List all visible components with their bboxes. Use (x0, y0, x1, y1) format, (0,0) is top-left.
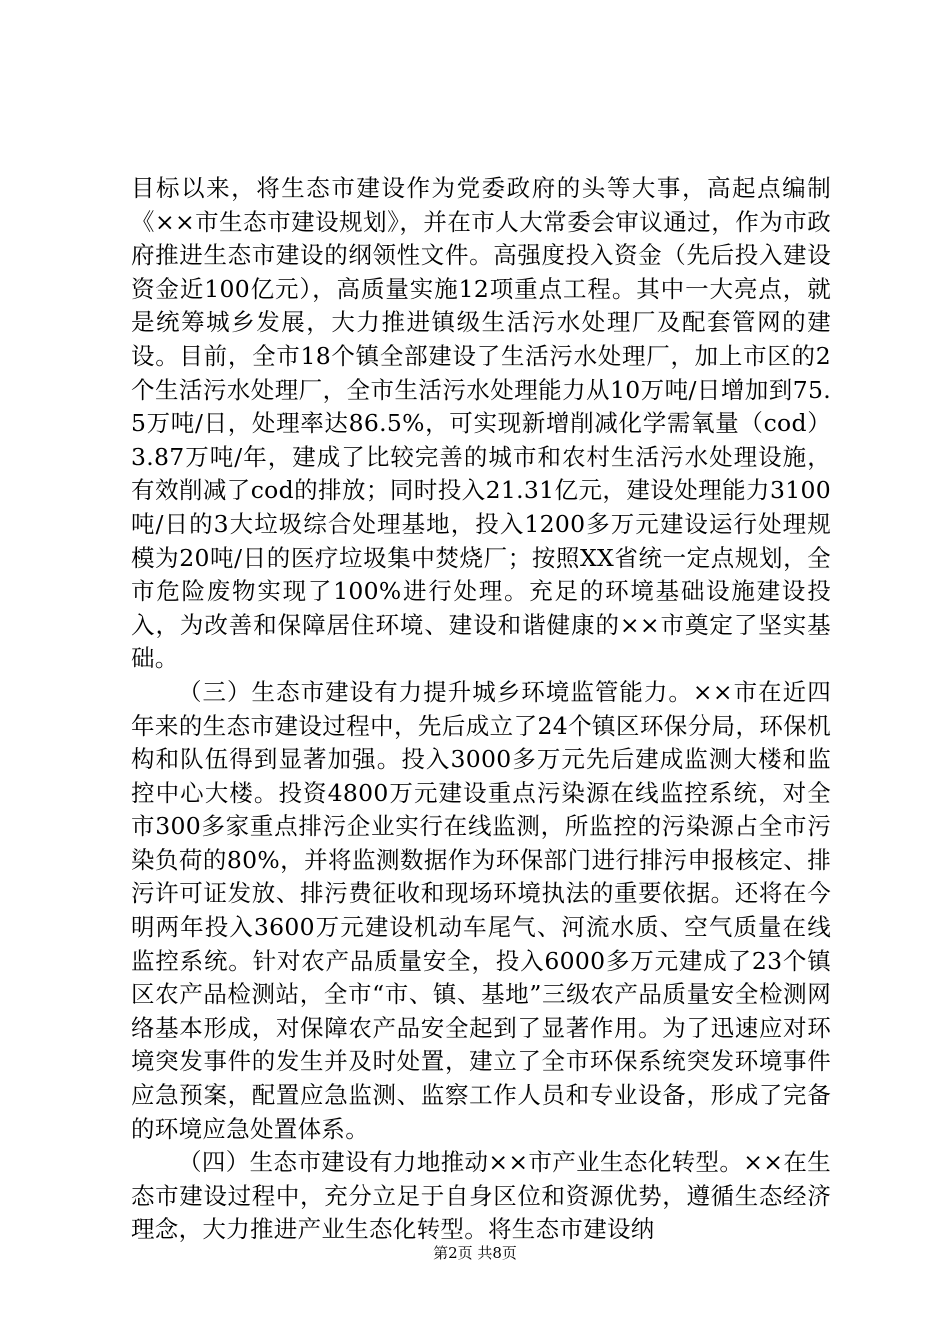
page-footer: 第2页 共8页 (433, 1244, 517, 1262)
document-body (131, 172, 831, 1247)
paragraph-continuation: 目标以来，将生态市建设作为党委政府的头等大事，高起点编制《××市生态市建设规划》，并在市人大常委会审议通过，作为市政府推进生态市建设的纲领性文件。高强度投入资金（先后投入建设资金近100亿元），高质量实施12项重点工程。其中一大亮点，就是统筹城乡发展，大力推进镇级生活污水处理厂及配套管网的建设。目前，全市18个镇全部建设了生活污水处理厂，加上市区的2个生活污水处理厂，全市生活污水处理能力从10万吨/日增加到75.5万吨/日，处理率达86.5%，可实现新增削减化学需氧量（cod）3.87万吨/年，建成了比较完善的城市和农村生活污水处理设施，有效削减了cod的排放；同时投入21.31亿元，建设处理能力3100吨/日的3大垃圾综合处理基地，投入1200多万元建设运行处理规模为20吨/日的医疗垃圾集中焚烧厂；按照XX省统一定点规划，全市危险废物实现了100%进行处理。充足的环境基础设施建设投入，为改善和保障居住环境、建设和谐健康的××市奠定了坚实基础。 (131, 174, 831, 673)
paragraph-section-three: （三）生态市建设有力提升城乡环境监管能力。××市在近四年来的生态市建设过程中，先后成立了24个镇区环保分局，环保机构和队伍得到显著加强。投入3000多万元先后建成监测大楼和监控中心大楼。投资4800万元建设重点污染源在线监控系统，对全市300多家重点排污企业实行在线监测，所监控的污染源占全市污染负荷的80%，并将监测数据作为环保部门进行排污申报核定、排污许可证发放、排污费征收和现场环境执法的重要依据。还将在今明两年投入3600万元建设机动车尾气、河流水质、空气质量在线监控系统。针对农产品质量安全，投入6000多万元建成了23个镇区农产品检测站，全市“市、镇、基地”三级农产品质量安全检测网络基本形成，对保障农产品安全起到了显著作用。为了迅速应对环境突发事件的发生并及时处置，建立了全市环保系统突发环境事件应急预案，配置应急监测、监察工作人员和专业设备，形成了完备的环境应急处置体系。 (131, 677, 831, 1143)
paragraph-section-four: （四）生态市建设有力地推动××市产业生态化转型。××在生态市建设过程中，充分立足于自身区位和资源优势，遵循生态经济理念，大力推进产业生态化转型。将生态市建设纳 (131, 1148, 831, 1244)
